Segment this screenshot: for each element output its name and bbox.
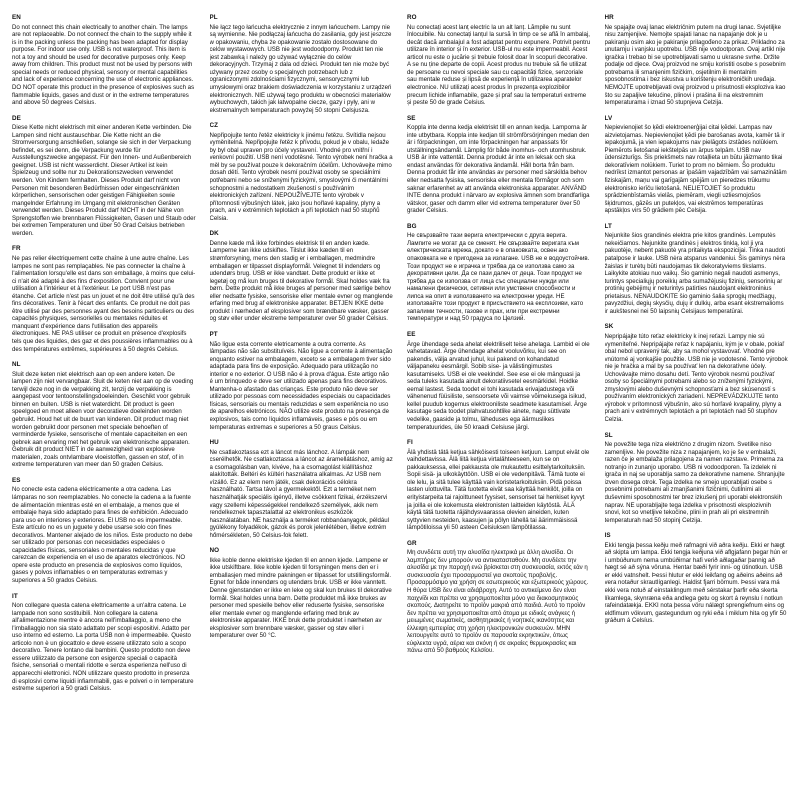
language-section <box>407 115 591 215</box>
language-code: EE <box>407 330 416 338</box>
language-code: SL <box>604 431 613 439</box>
language-section <box>605 323 789 423</box>
language-section <box>210 122 394 222</box>
warning-text: Koppla inte denna kedja elektriskt till en annan kedja. Lamporna är inte utbytbara. Koppla inte kedjan till strömförsörjningen medan den är i förpackningen, om inte förpackningen har anpassats för utställningsändamål. Lämplig för både inomhus- och utomhusbruk. USB är inte vattentät. Denna produkt är inte en leksak och ska endast användas för dekorativa ändamål. Håll borta från barn. Denna produkt får inte användas av personer med särskilda behov eller nedsatta fysiska, sensoriska eller mentala förmågor och som saknar erfarenhet av att använda elektroniska apparater. ANVÄND INTE denna produkt i närvaro av explosiva ämnen som brandfarliga vätskor, gaser och damm eller vid extrema temperaturer över 50 grader Celsius. <box>407 124 590 215</box>
language-section <box>210 331 394 431</box>
column-2 <box>210 14 394 792</box>
language-code: HU <box>209 439 219 447</box>
language-code: LV <box>604 114 613 122</box>
warning-text: Ekki tengja þessa keðju með rafmagni við aðra keðju. Ekki er hægt að skipta um lampa. Ekki tengja keðjuna við aflgjafann þegar hún er í umbúðunum nema umbúðirnar hafi verið aðlagaðar þannig að hægt sé að sýna vöruna. Hentar bæði fyrir inni- og útinotkun. USB er ekki vatnshelt. Þessi hlutur er ekki leikfang og aðeins aðeins að vera notaður skrautlíganlegi. Haldist fjarri börnum. Þessi vara má ekki vera notuð af einstaklingum með sérstakar þarfir eða skerta líkamlega, skynræna eða andlega getu og skort á reynslu í notkun rafeindatækja. EKKI nota þessa vöru nálægt sprengiefnum eins og eldfimum vökvum, gastegundum og ryki eða í miklum hita og yfir 50 gráðum á Celsíus. <box>604 541 788 625</box>
warning-text: Nu conectați acest lanț electric la un alt lanț. Lămpile nu sunt înlocuibile. Nu conectați lanțul la sursă în timp ce se află în ambalaj, decât dacă ambalajul a fost adaptat pentru expunere. Potrivit pentru utilizare în interior și în exterior. USB-ul nu este impermeabil. Acest articol nu este o jucărie și trebuie folosit doar în scopuri decorative. A se nu ține departe de copii. Acest produs nu trebuie să fie utilizat de persoane cu nevoi speciale sau cu capacități fizice, senzoriale sau mentale reduse și lipsă de experiență în utilizarea aparatelor electronice. NU utilizați acest produs în prezența explozibilor precum lichide inflamabile, gaze și praf sau la temperaturi extreme și peste 50 de grade Celsius. <box>407 23 591 107</box>
warning-text: Non collegare questa catena elettricamente a un'altra catena. Le lampade non sono sostituibili. Non collegare la catena all'alimentazione mentre è ancora nell'imballaggio, a meno che l'imballaggio non sia stato adattato per scopi espositivi. Adatto per uso interno ed esterno. La porta USB non è impermeabile. Questo articolo non è un giocattolo e deve essere utilizzato solo a scopo decorativo. Tenere lontano dai bambini. Questo prodotto non deve essere utilizzato da persone con esigenze speciali o capacità fisiche, sensoriali o mentali ridotte e senza esperienza nell'uso di apparecchi elettronici. NON utilizzare questo prodotto in presenza di esplosivi come liquidi infiammabili, gas e polveri o in temperature estreme superiori a 50 gradi Celsius. <box>12 602 194 693</box>
warning-text: Denne kæde må ikke forbindes elektrisk til en anden kæde. Lamperne kan ikke udskiftes. Tilslut ikke kæden til en strømforsyning, mens den stadig er i emballagen, medmindre emballagen er tilpasset displayformål. Velegnet til indendørs og udendørs brug. USB er ikke vandtæt. Dette produkt er ikke et legetøj og må kun bruges til dekorative formål. Skal holdes væk fra børn. Dette produkt må ikke bruges af personer med særlige behov eller nedsatte fysiske, sensoriske eller mentale evner og manglende erfaring med brug af elektroniske apparater. BETJEN IKKE dette produkt i nærheden af eksplosiver som brændbare væsker, gasser og støv eller under ekstreme temperaturer over 50 grader Celsius. <box>209 239 393 323</box>
language-code: NL <box>12 361 21 369</box>
language-code: SK <box>604 323 614 331</box>
warning-text: Sluit deze keten niet elektrisch aan op een andere keten. De lampen zijn niet vervangbaar. Sluit de keten niet aan op de voeding terwijl deze nog in de verpakking zit, tenzij de verpakking is aangepast voor tentoonstellingsdoeleinden. Geschikt voor gebruik binnen en buiten. USB is niet waterdicht. Dit product is geen speelgoed en moet alleen voor decoratieve doeleinden worden gebruikt. Houd het uit de buurt van kinderen. Dit product mag niet worden gebruikt door personen met speciale behoeften of verminderde fysieke, sensorische of mentale capaciteiten en een gebrek aan ervaring met het gebruik van elektronische apparaten. Gebruik dit product NIET in de aanwezigheid van explosieve materialen, zoals ontvlambare vloeistoffen, gassen en stof, of in extreme temperaturen van meer dan 50 graden Celsius. <box>12 370 194 469</box>
language-section <box>407 540 591 655</box>
language-section <box>12 477 196 585</box>
warning-text: Nepripájajte túto reťaz elektricky k inej reťazi. Lampy nie sú vymeniteľné. Nepripájajte reťaz k napájaniu, kým je v obale, pokiaľ obal nebol upravený tak, aby sa mohol vystavovať. Vhodné pre vnútorné aj vonkajšie použitie. USB nie je vodotesné. Tento výrobok nie je hračka a mal by sa používať len na dekoratívne účely. Uchovávajte mimo dosahu detí. Tento výrobok nesmú používať osoby so špeciálnymi potrebami alebo so zníženými fyzickými, zmyslovými alebo duševnými schopnosťami a bez skúseností s používaním elektronických zariadení. NEPREVÁDZKUJTE tento výrobok v prítomnosti výbušnín, ako sú horľavé kvapaliny, plyny a prach ani v extrémnych teplotách a pri teplotách nad 50 stupňov Celzia. <box>604 332 788 423</box>
column-1 <box>12 14 196 792</box>
language-section <box>210 230 394 323</box>
language-code: HR <box>604 14 614 21</box>
warning-text: Ne pas relier électriquement cette chaîne à une autre chaîne. Les lampes ne sont pas remplaçables. Ne pas connecter la chaîne à l'alimentation lorsqu'elle est dans son emballage, à moins que celui-ci n'ait été adapté à des fins d'exposition. Convient pour une utilisation à l'intérieur et à l'extérieur. Le port USB n'est pas étanche. Cet article n'est pas un jouet et ne doit être utilisé qu'à des fins décoratives. Tenir à l'écart des enfants. Ce produit ne doit pas être utilisé par des personnes ayant des besoins particuliers ou des capacités physiques, sensorielles ou mentales réduites et manquant d'expérience dans l'utilisation des appareils électroniques. NE PAS utiliser ce produit en présence d'explosifs tels que des liquides, des gaz et des poussières inflammables ou à des températures extrêmes, supérieures à 50 degrés Celsius. <box>12 255 196 353</box>
language-section <box>12 245 196 353</box>
warning-text: Ne spajajte ovaj lanac električnim putem na drugi lanac. Svjetiljke nisu zamjenjive. Nemojte spajati lanac na napajanje dok je u pakiranju osim ako je pakiranje prilagođeno za prikaz. Prikladno za unutarnju i vanjsku upotrebu. USB nije vodootporan. Ovaj artikl nije igračka i trebao bi se upotrebljavati samo u ukrasne svrhe. Držite podalje od djece. Ovaj proizvod ne smiju koristiti osobe s posebnim potrebama ili smanjenim fizičkim, osjetilnim ili mentalnim sposobnostima i bez iskustva u korištenju elektroničkih uređaja. NEMOJTE upotrebljavati ovaj proizvod u prisutnosti eksploziva kao što su zapaljive tekućine, plinovi i prašina ili na ekstremnim temperaturama i iznad 50 stupnjeva Celzija. <box>604 23 786 107</box>
language-section <box>605 223 789 316</box>
language-code: FI <box>407 439 413 447</box>
warning-text: Do not connect this chain electrically to another chain. The lamps are not replaceable. Do not connect the chain to the supply while it is in the packing unless the packing has been adapted for display purpose. For indoor use only. USB is not waterproof. This item is not a toy and should be used for decorative purposes only. Keep away from children. This product must not be used by persons with special needs or reduced physical, sensory or mental capabilities and lack of experience concerning the use of electronic appliances. DO NOT operate this product in the presence of explosives such as flammable liquids, gases and dust or in the extreme temperatures and above 50 degrees Celsius. <box>12 23 195 107</box>
warning-text: Não ligue esta corrente eletricamente a outra corrente. As lâmpadas não são substituíveis. Não ligue a corrente à alimentação enquanto estiver na embalagem, exceto se a embalagem tiver sido adaptada para fins de exposição. Adequado para utilização no interior e no exterior. O USB não é à prova d'água. Este artigo não é um brinquedo e deve ser utilizado apenas para fins decorativos. Mantenha-o afastado das crianças. Este produto não deve ser utilizado por pessoas com necessidades especiais ou capacidades físicas, sensoriais ou mentais reduzidas e sem experiência no uso de aparelhos eletrónicos. NÃO utilize este produto na presença de explosivos, tais como líquidos inflamáveis, gases e pós ou em temperaturas extremas e superiores a 50 graus Celsius. <box>209 340 393 431</box>
warning-text: Μη συνδέετε αυτή την αλυσίδα ηλεκτρικά με άλλη αλυσίδα. Οι λαμπτήρες δεν μπορούν να αντικατασταθούν. Μη συνδέετε την αλυσίδα με την παροχή ενώ βρίσκεται στη συσκευασία, εκτός εάν η συσκευασία έχει προσαρμοστεί για σκοπούς προβολής. Προσαρμόσιμο για χρήση σε εσωτερικούς και εξωτερικούς χώρους. Η θύρα USB δεν είναι αδιάβροχη. Αυτό το αντικείμενο δεν είναι παιχνίδι και πρέπει να χρησιμοποιείται μόνο για διακοσμητικούς σκοπούς. Διατηρείτε το προϊόν μακριά από παιδιά. Αυτό το προϊόν δεν πρέπει να χρησιμοποιείται από άτομα με ειδικές ανάγκες ή μειωμένες σωματικές, αισθητηριακές ή νοητικές ικανότητες και έλλειψη εμπειρίας στη χρήση ηλεκτρονικών συσκευών. ΜΗΝ λειτουργείτε αυτό το προϊόν σε παρουσία εκρηκτικών, όπως εύφλεκτα υγρά, αέρια και σκόνη ή σε ακραίες θερμοκρασίες και πάνω από 50 βαθμούς Κελσίου. <box>407 549 589 655</box>
warning-text: Älä yhdistä tätä ketjua sähköisesti toiseen ketjuun. Lamput eivät ole vaihdettavissa. Älä liitä ketjua virtalähteeseen, kun se on pakkauksessa, ellei pakkausta ole mukautettu esittelytarkoituksiin. Sopii sisä- ja ulkokäyttöön. USB ei ole vedenpitävä. Tämä tuote ei ole lelu, ja sitä tulee käyttää vain koristetarkoituksiin. Pidä poissa lasten ulottuvilta. Tätä tuotetta eivät saa käyttää henkilöt, joilla on erityistarpeita tai rajoittuneet fyysiset, sensoriset tai henkiset kyvyt ja joilla ei ole kokemusta elektronisten laitteiden käytöstä. ÄLÄ käytä tätä tuotetta räjähdysvaarassa olevien aineiden, kuten syttyvien nesteiden, kaasujen ja pölyn lähellä tai äärimmäisissä lämpötiloissa yli 50 asteen Celsiuksen lämpötilassa. <box>407 448 590 532</box>
language-section <box>407 14 591 107</box>
warning-text: Diese Kette nicht elektrisch mit einer anderen Kette verbinden. Die Lampen sind nicht austauschbar. Die Kette nicht an die Stromversorgung anschließen, solange sie sich in der Verpackung befindet, es sei denn, die Verpackung wurde für Ausstellungszwecke angepasst. Für den Innen- und Außenbereich geeignet. USB ist nicht wasserdicht. Dieser Artikel ist kein Spielzeug und sollte nur zu Dekorationszwecken verwendet werden. Von Kindern fernhalten. Dieses Produkt darf nicht von Personen mit besonderen Bedürfnissen oder eingeschränkten körperlichen, sensorischen oder geistigen Fähigkeiten sowie mangelnder Erfahrung im Umgang mit elektronischen Geräten verwendet werden. Dieses Produkt darf NICHT in der Nähe von Sprengstoffen wie brennbaren Flüssigkeiten, Gasen und Staub oder bei extremen Temperaturen und über 50 Grad Celsius betrieben werden. <box>12 124 196 237</box>
language-code: BG <box>407 222 417 230</box>
column-3 <box>407 14 591 792</box>
warning-text: Nejunkite šios grandinės elektra prie kitos grandinės. Lemputės nekeičiamos. Nejunkite grandinės į elektros tinklą, kol ji yra pakuotėje, nebent pakuotė yra pritaikyta ekspozicijai. Tinka naudoti patalpose ir lauke. USB nėra atsparus vandeniui. Šis gaminys nėra žaislas ir turėtų būti naudojamas tik dekoratyviems tikslams. Laikykite atokiau nuo vaikų. Šio gaminio negali naudoti asmenys, turintys specialiųjų poreikių arba sumažėjusių fizinių, sensorinių ar protinių gebėjimų ir neturintys patirties naudojant elektroninius prietaisus. NENAUDOKITE šio gaminio šalia sprogių medžiagų, pavyzdžiui, degių skysčių, dujų ir dulkių, arba esant ekstremalioms ir aukštesnei nei 50 laipsnių Celsijaus temperatūrai. <box>604 232 786 315</box>
warning-text: Nepřipojujte tento řetěz elektricky k jinému řetězu. Svítidla nejsou vyměnitelná. Nepřipojujte řetěz k přívodu, pokud je v obalu, ledaže by byl obal upraven pro účely vystavení. Vhodné pro vnitřní i venkovní použití. USB není vodotěsné. Tento výrobek není hračka a měl by se používat pouze k dekoračním účelům. Uchovávejte mimo dosah dětí. Tento výrobek nesmí používat osoby se speciálními potřebami nebo se sníženými fyzickými, smyslovými či mentálními schopnostmi a nedostatkem zkušeností s používáním elektronických zařízení. NEPOUŽÍVEJTE tento výrobek v přítomnosti výbušných látek, jako jsou hořlavé kapaliny, plyny a prach, ani v extrémních teplotách a při teplotách nad 50 stupňů Celsia. <box>209 131 393 222</box>
warning-text: Ärge ühendage seda ahelat elektriliselt teise ahelaga. Lambid ei ole vahetatavad. Ärge ühendage ahelat vooluvõrku, kui see on pakendis, välja arvatud juhul, kui pakend on kohandatud väljapaneku eesmärgil. Sobib sise- ja välistingimustes kasutamiseks. USB ei ole veekindel. See ese ei ole mänguasi ja seda tuleks kasutada ainult dekoratiivsetel eesmärkidel. Hoidke eemal lastest. Seda toodet ei tohi kasutada erivajadustega või vähenenud füüsiliste, sensoorsete või vaimse võimekusega isikud, kellel puudub kogemus elektrooniliste seadmete kasutamisel. Ärge kasutage seda toodet plahvatusohtlike ainete, nagu süttivate vedelike, gaaside ja tolmu, läheduses ega äärmuslikes temperatuurides, üle 50 kraadi Celsiuse järgi. <box>407 340 590 431</box>
language-code: PL <box>209 14 218 21</box>
language-section <box>605 532 789 625</box>
warning-text: Не свързвайте тази верига електрически с друга верига. Лампите не могат да се сменят. Не свързвайте веригата към електрическата мрежа, докато е в опаковката, освен ако опаковката не е пригодена за излагане. USB не е водоустойчив. Този продукт не е играчка и трябва да се използва само за декоративни цели. Да се пази далеч от деца. Този продукт не трябва да се използва от лица със специални нужди или намалени физически, сетивни или умствени способности и липса на опит в използването на електронни уреди. НЕ използвайте този продукт в присъствието на експлозиви, като запалими течности, газове и прах, или при екстремни температури и над 50 градуса по Целзий. <box>407 232 590 323</box>
language-code: CZ <box>209 122 219 130</box>
language-section <box>210 439 394 539</box>
column-4 <box>605 14 789 792</box>
language-code: LT <box>604 222 612 230</box>
language-code: ES <box>12 476 21 484</box>
language-section <box>605 432 789 525</box>
warning-text: Ne csatlakoztassa ezt a láncot más lánchoz. A lámpák nem cserélhetők. Ne csatlakoztassa a láncot az áramellátáshoz, amíg az a csomagolásban van, kivéve, ha a csomagolást kiállításhoz alakították. Beltéri és kültéri használatra alkalmas. Az USB nem vízálló. Ez az elem nem játék, csak dekorációs célokra használható. Tartsa távol a gyermekektől. Ezt a terméket nem használhatják speciális igényű, illetve csökkent fizikai, érzékszervi vagy szellemi képességekkel rendelkező személyek, akik nem rendelkeznek tapasztalattal az elektronikus eszközök használatában. NE használja a terméket robbanóanyagok, például gyúlékony folyadékok, gázok és porok jelenlétében, illetve extrém hőmérsékleten, 50 Celsius-fok felett. <box>209 448 393 539</box>
language-section <box>407 331 591 431</box>
language-code: GR <box>407 539 417 547</box>
language-code: DE <box>12 114 21 122</box>
language-section <box>12 593 196 693</box>
language-section <box>210 14 394 114</box>
language-section <box>407 223 591 323</box>
language-section <box>210 547 394 640</box>
language-code: DK <box>209 230 219 238</box>
warning-text: Nepievienojiet šo ķēdi elektroenerģijai citai ķēdei. Lampas nav aizvietojamas. Nepievienojiet ķēdi pie barošanas avota, kamēr tā ir iepakojumā, ja vien iepakojums nav pielāgots izstādes nolūkiem. Piemērots lietošanai iekštelpās un ārpus telpām. USB nav ūdensizturīgs. Šis priekšmets nav rotaļlieta un būtu jāizmanto tikai dekoratīviem nolūkiem. Turiet to prom no bērniem. Šo produktu nedrīkst izmantot personas ar īpašām vajadzībām vai samazinātām fiziskajām, maņu vai garīgajām spējām un pieredzes trūkumu elektronisko ierīču lietošanā. NELIETOJIET šo produktu sprādzienbīstamās vielās, piemēram, viegli uzliesmojošos šķidrumos, gāzēs un putekļos, vai ekstrēmos temperatūras apstākļos virs 50 grādiem pēc Celsija. <box>604 124 787 215</box>
language-code: FR <box>12 245 21 253</box>
language-section <box>605 115 789 215</box>
language-code: IT <box>12 592 18 600</box>
language-code: RO <box>407 14 417 21</box>
language-code: IS <box>604 532 611 540</box>
language-section <box>12 361 196 469</box>
warning-text: No conecte esta cadena eléctricamente a otra cadena. Las lámparas no son reemplazables. No conecte la cadena a la fuente de alimentación mientras esté en el embalaje, a menos que el embalaje haya sido adaptado para fines de exhibición. Adecuado para uso en interiores y exteriores. El USB no es impermeable. Este artículo no es un juguete y debe usarse solo con fines decorativos. Mantener alejado de los niños. Este producto no debe ser utilizado por personas con necesidades especiales o capacidades físicas, sensoriales o mentales reducidas y que carezcan de experiencia en el uso de aparatos electrónicos. NO opere este producto en presencia de explosivos como líquidos, gases y polvos inflamables o en temperaturas extremas y superiores a 50 grados Celsius. <box>12 486 193 584</box>
language-code: PT <box>209 330 218 338</box>
warning-text: Ne povežite tega niza električno z drugim nizom. Svetilke niso zamenljive. Ne povežite niza z napajanjem, ko je še v embalaži, razen če je embalaža prilagojena za namen razstave. Primerna za notranjo in zunanjo uporabo. USB ni vodoodporen. Ta izdelek ni igrača in naj se uporablja samo za dekorativne namene. Shranjujte izven dosega otrok. Tega izdelka ne smejo uporabljati osebe s posebnimi potrebami ali zmanjšanimi fizičnimi, čutilnimi ali duševnimi sposobnostmi ter brez izkušenj pri uporabi elektronskih naprav. NE uporabljajte tega izdelka v prisotnosti eksplozivnih snovi, kot so vnetljive tekočine, plini in prah ali pri ekstremnih temperaturah nad 50 stopinj Celzija. <box>604 441 785 524</box>
language-code: EN <box>12 14 21 21</box>
language-section <box>12 14 196 107</box>
language-code: SE <box>407 114 416 122</box>
language-section <box>12 115 196 238</box>
warning-text: Nie łącz tego łańcucha elektrycznie z innym łańcuchem. Lampy nie są wymienne. Nie podłączaj łańcucha do zasilania, gdy jest jeszcze w opakowaniu, chyba że opakowanie zostało dostosowane do celów wystawowych. USB nie jest wodoodporny. Produkt ten nie jest zabawką i należy go używać wyłącznie do celów dekoracyjnych. Trzymaj z dala od dzieci. Produkt ten nie może być używany przez osoby o specjalnych potrzebach lub z ograniczonymi zdolnościami fizycznymi, sensorycznymi lub umysłowymi oraz brakiem doświadczenia w korzystaniu z urządzeń elektronicznych. NIE używaj tego produktu w obecności materiałów wybuchowych, takich jak łatwopalne ciecze, gazy i pyły, ani w ekstremalnych temperaturach powyżej 50 stopni Celsjusza. <box>209 23 392 114</box>
language-section <box>407 439 591 532</box>
warning-text: Ikke koble denne elektriske kjeden til en annen kjede. Lampene er ikke utskiftbare. Ikke koble kjeden til forsyningen mens den er i emballasjen med mindre pakningen er tilpasset for utstillingsformål. Egnet for både innendørs og utendørs bruk. USB er ikke vanntett. Denne gjenstanden er ikke en leke og skal kun brukes til dekorative formål. Skal holdes unna barn. Dette produktet må ikke brukes av personer med spesielle behov eller reduserte fysiske, sensoriske eller mentale evner og manglende erfaring med bruk av elektroniske apparater. IKKE bruk dette produktet i nærheten av eksplosiver som brennbare væsker, gasser og støv eller i temperaturer over 50 °C. <box>209 556 392 640</box>
language-code: NO <box>209 547 220 555</box>
language-section <box>605 14 789 107</box>
